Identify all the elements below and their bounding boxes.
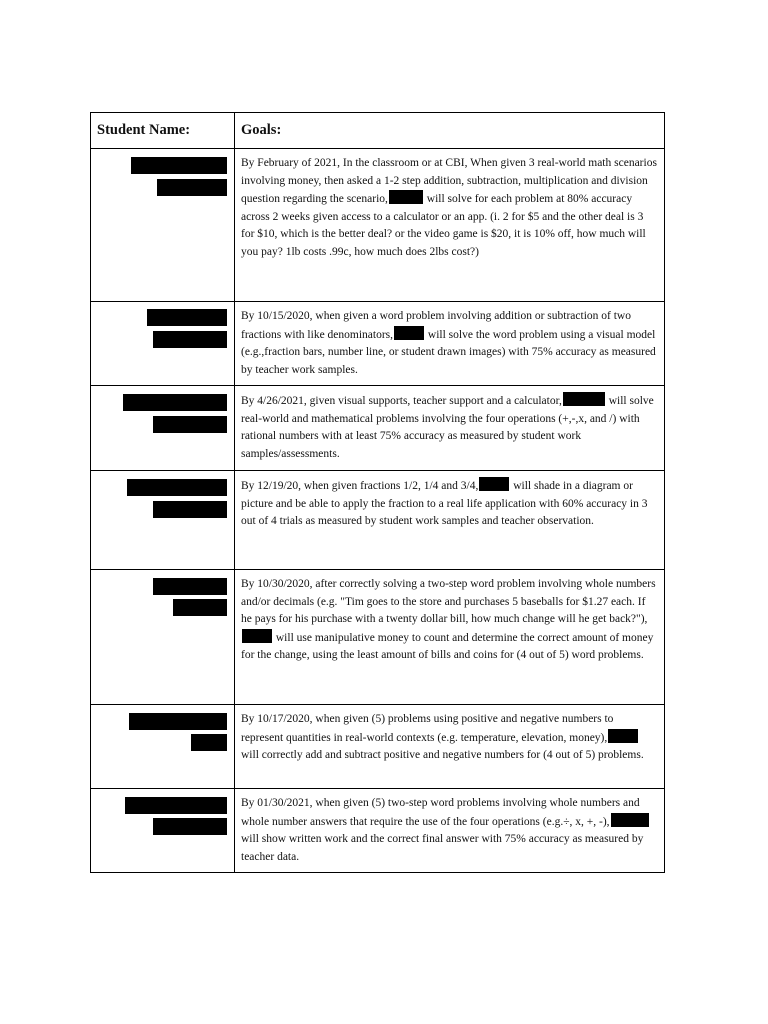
goal-text: will show written work and the correct final answer with 75% accuracy as measured by teacher data. [241,833,644,863]
goals-table [90,112,665,873]
goal-cell [235,705,665,789]
table-row [91,302,665,386]
redacted-name-inline [389,190,423,204]
table-row [91,789,665,873]
student-name-header [91,113,235,149]
goal-text: By 10/17/2020, when given (5) problems using positive and negative numbers to represent quantities in real-world contexts (e.g. temperature, elevation, money), [241,713,614,744]
student-name-header-text: Student Name: [97,122,191,138]
table-row [91,705,665,789]
redacted-name [173,599,227,616]
redacted-name [131,157,227,174]
redacted-name-inline [608,729,638,743]
goal-text: By 4/26/2021, given visual supports, teacher support and a calculator, [241,395,562,407]
goal-text: By 01/30/2021, when given (5) two-step word problems involving whole numbers and whole number answers that require the use of the four operations (e.g.÷, x, +, -), [241,797,640,828]
redacted-name-inline [242,629,272,643]
goal-text: will solve the word problem using a visual model (e.g.,fraction bars, number line, or student drawn images) with 75% accuracy as measured by teacher work samples. [241,328,656,376]
student-name-cell [91,302,235,386]
goals-header-text: Goals: [241,122,282,138]
redacted-name-inline [611,813,649,827]
table-row [91,471,665,570]
goal-text: By 10/30/2020, after correctly solving a two-step word problem involving whole numbers and/or decimals (e.g. "Tim goes to the store and purchases 5 baseballs for $1.27 each. If he pays for his purchase with a twenty dollar bill, how much change will he get back?"), [241,578,656,626]
redacted-name [123,394,227,411]
goal-text: will use manipulative money to count and determine the correct amount of money for the change, using the least amount of bills and coins for (4 out of 5) word problems. [241,631,654,662]
table-row [91,149,665,302]
student-name-cell [91,386,235,471]
goals-header [235,113,665,149]
goal-text: By February of 2021, In the classroom or at CBI, When given 3 real-world math scenarios involving money, then asked a 1-2 step addition, subtraction, multiplication and division question regarding the scenario, [241,157,657,206]
redacted-name [125,797,227,814]
goal-text: will correctly add and subtract positive and negative numbers for (4 out of 5) problems. [241,749,644,762]
student-name-cell [91,149,235,302]
table-row [91,386,665,471]
student-name-cell [91,705,235,789]
redacted-name [147,309,227,326]
student-name-cell [91,789,235,873]
redacted-name-inline [394,326,424,340]
header-row [91,113,665,149]
goal-cell [235,789,665,873]
goal-cell [235,386,665,471]
goal-text: will solve real-world and mathematical problems involving the four operations (+,-,x, and /) with rational numbers with at least 75% accuracy as measured by student work samples/assessments. [241,395,654,460]
redacted-name [153,818,227,835]
redacted-name [153,416,227,433]
redacted-name [127,479,227,496]
goal-cell [235,471,665,570]
redacted-name [153,578,227,595]
goal-text: will shade in a diagram or picture and be able to apply the fraction to a real life application with 60% accuracy in 3 out of 4 trials as measured by student work samples and teacher observation. [241,480,648,528]
goal-text: By 10/15/2020, when given a word problem involving addition or subtraction of two fractions with like denominators, [241,310,631,341]
goal-text: By 12/19/20, when given fractions 1/2, 1/4 and 3/4, [241,480,479,492]
student-name-cell [91,570,235,705]
redacted-name [191,734,227,751]
goal-cell [235,149,665,302]
redacted-name-inline [479,477,509,491]
goal-cell [235,570,665,705]
goal-cell [235,302,665,386]
redacted-name [129,713,227,730]
redacted-name [153,501,227,518]
redacted-name-inline [563,392,605,406]
redacted-name [157,179,227,196]
redacted-name [153,331,227,348]
goal-text: will solve for each problem at 80% accuracy across 2 weeks given access to a calculator or an app. (i. 2 for $5 and the other deal is 3 for $10, which is the better deal? or the video game is $20, it is 10% off, how much will you pay? 1lb costs .99c, how much does 2lbs cost?) [241,193,646,258]
student-name-cell [91,471,235,570]
table-row [91,570,665,705]
